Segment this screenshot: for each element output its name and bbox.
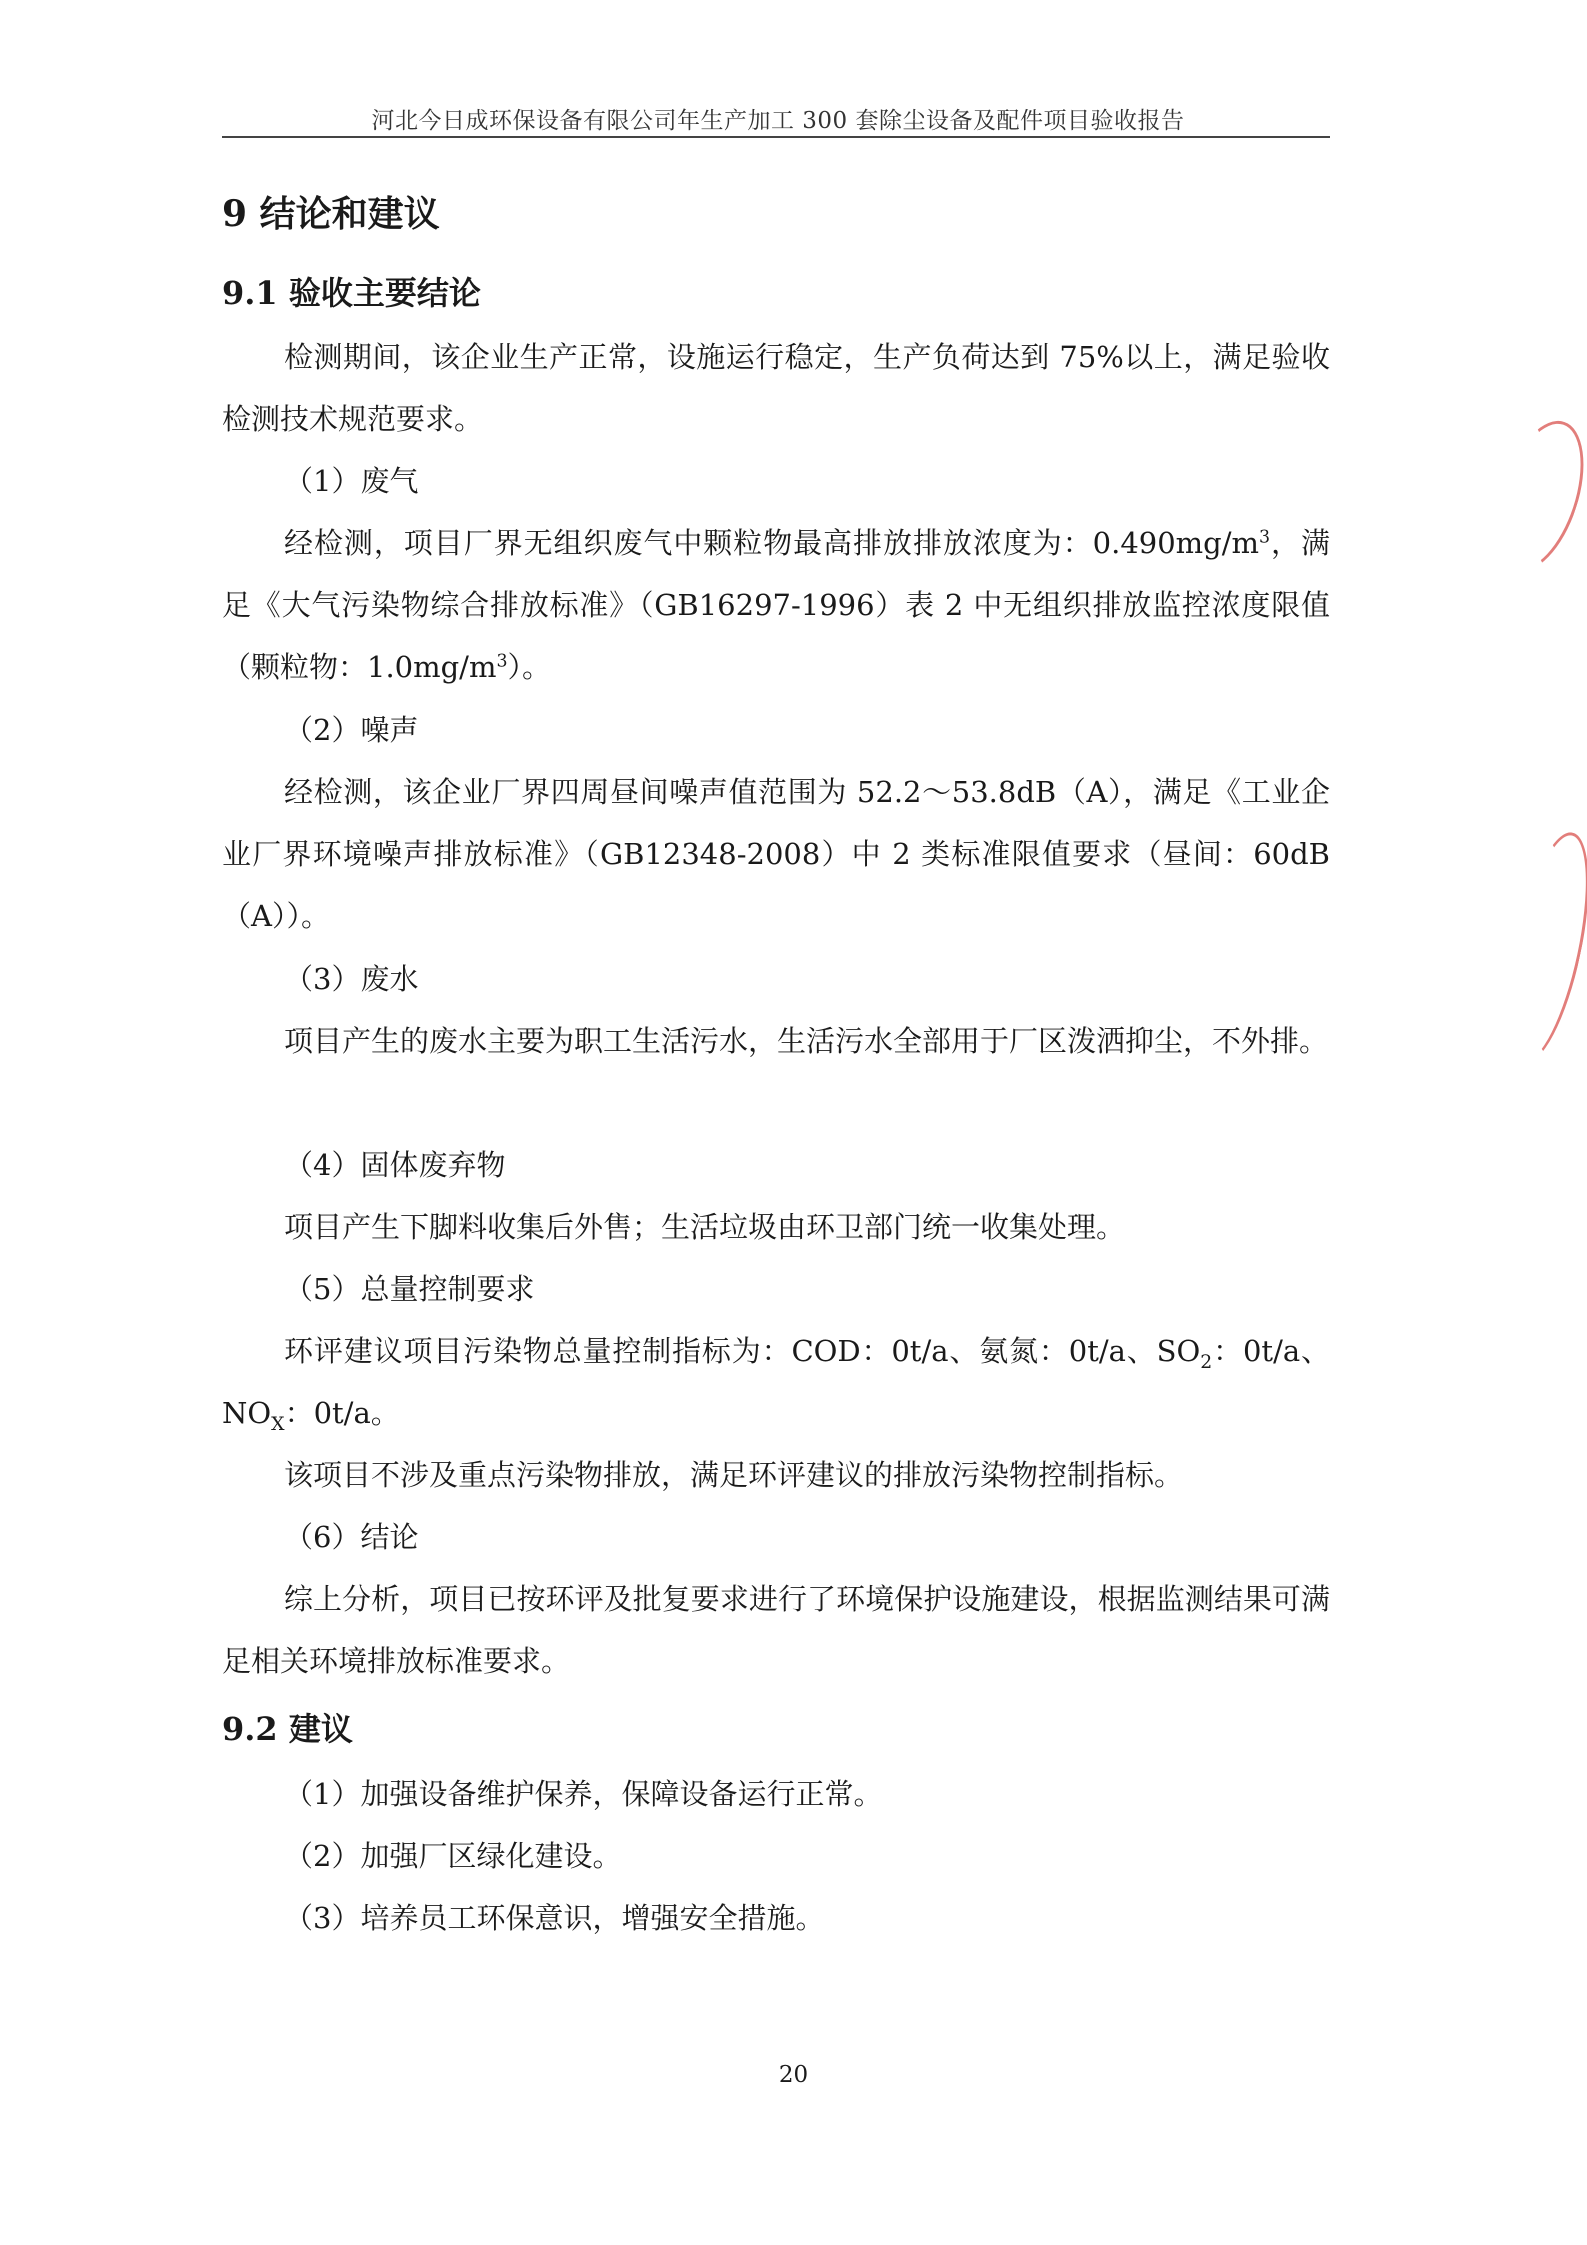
header-rule xyxy=(222,136,1330,138)
chapter-title: 9 结论和建议 xyxy=(222,193,440,235)
water-heading: （3）废水 xyxy=(284,962,419,996)
conclusion-heading: （6）结论 xyxy=(284,1520,419,1554)
section-title-9-2: 9.2 建议 xyxy=(222,1710,353,1748)
suggestion-item: （1）加强设备维护保养，保障设备运行正常。 xyxy=(284,1777,883,1811)
solid-waste-heading: （4）固体废弃物 xyxy=(284,1148,506,1182)
noise-paragraph: 经检测，该企业厂界四周昼间噪声值范围为 52.2～53.8dB（A），满足《工业企业厂界环境噪声排放标准》（GB12348-2008）中 2 类标准限值要求（昼间：60dB（A））。 xyxy=(222,775,1330,933)
total-control-note: 该项目不涉及重点污染物排放，满足环评建议的排放污染物控制指标。 xyxy=(284,1458,1184,1492)
intro-paragraph: 检测期间，该企业生产正常，设施运行稳定，生产负荷达到 75%以上，满足验收检测技术规范要求。 xyxy=(222,340,1330,436)
solid-waste-paragraph: 项目产生下脚料收集后外售；生活垃圾由环卫部门统一收集处理。 xyxy=(284,1210,1126,1244)
seal-stamp-mark xyxy=(1480,410,1587,582)
seal-stamp-mark xyxy=(1491,826,1587,1071)
water-paragraph: 项目产生的废水主要为职工生活污水，生活污水全部用于厂区泼洒抑尘，不外排。 xyxy=(284,1024,1329,1058)
gas-paragraph: 经检测，项目厂界无组织废气中颗粒物最高排放排放浓度为：$0.490mg/m^3$，满足《大气污染物综合排放标准》（GB16297-1996）表 2 中无组织排放监控浓度限值（颗粒物：$1.0mg/m^3$）。 xyxy=(222,526,1330,684)
section-title-9-1: 9.1 验收主要结论 xyxy=(222,274,481,312)
conclusion-paragraph: 综上分析，项目已按环评及批复要求进行了环境保护设施建设，根据监测结果可满足相关环境排放标准要求。 xyxy=(222,1582,1330,1678)
gas-heading: （1）废气 xyxy=(284,464,419,498)
page-header: 河北今日成环保设备有限公司年生产加工 300 套除尘设备及配件项目验收报告 xyxy=(371,108,1185,134)
suggestion-item: （2）加强厂区绿化建设。 xyxy=(284,1839,622,1873)
page-number: 20 xyxy=(778,2062,809,2088)
noise-heading: （2）噪声 xyxy=(284,713,419,747)
suggestion-item: （3）培养员工环保意识，增强安全措施。 xyxy=(284,1901,825,1935)
total-control-heading: （5）总量控制要求 xyxy=(284,1272,535,1306)
total-control-paragraph: 环评建议项目污染物总量控制指标为：COD：0t/a、氨氮：0t/a、$SO_2$：0t/a、$NO_X$：0t/a。 xyxy=(222,1334,1330,1435)
